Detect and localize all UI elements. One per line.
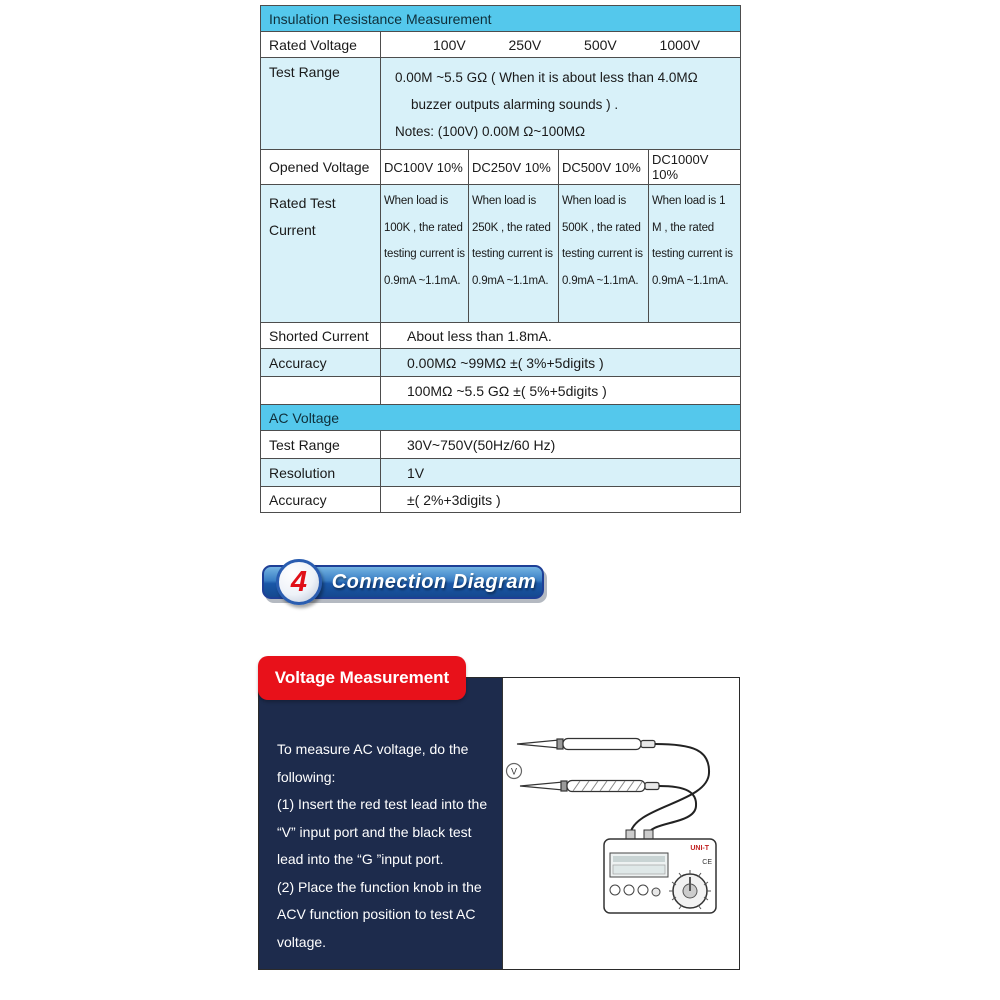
voltage-probe-label — [507, 764, 522, 779]
rated-test-current-cell: When load is 250K , the rated testing current is 0.9mA ~1.1mA. — [469, 185, 559, 323]
rated-test-current-cell: When load is 100K , the rated testing current is 0.9mA ~1.1mA. — [381, 185, 469, 323]
accuracy-label-empty — [261, 377, 381, 405]
shorted-current-row — [261, 323, 741, 349]
shorted-current-label: Shorted Current — [261, 323, 381, 349]
rated-voltage-row — [261, 32, 741, 58]
voltage-measurement-instructions: To measure AC voltage, do the following: (1) Insert the red test lead into the “V” input port and the black test lead into the “G ”input port. (2) Place the function knob in the ACV function position to test AC voltage. — [277, 741, 488, 950]
rated-voltage-label: Rated Voltage — [261, 32, 381, 58]
insulation-tester-device — [604, 839, 716, 913]
opened-voltage-value: DC1000V 10% — [649, 150, 741, 185]
ac-resolution-value: 1V — [381, 459, 741, 487]
opened-voltage-label: Opened Voltage — [261, 150, 381, 185]
device-button — [638, 885, 648, 895]
banner-title: Connection Diagram — [331, 570, 537, 593]
test-range-value: 0.00M ~5.5 GΩ ( When it is about less than 4.0MΩ buzzer outputs alarming sounds ) . Notes: (100V) 0.00M Ω~100MΩ — [381, 58, 741, 150]
device-button — [652, 888, 660, 896]
device-button — [624, 885, 634, 895]
opened-voltage-row — [261, 150, 741, 185]
table-title: Insulation Resistance Measurement — [261, 6, 741, 32]
test-probe-red — [517, 739, 655, 750]
ce-mark: CE — [702, 859, 712, 866]
connection-diagram-illustration — [502, 678, 739, 969]
ribbon-title: Voltage Measurement — [274, 668, 450, 687]
ac-resolution-label: Resolution — [261, 459, 381, 487]
opened-voltage-value: DC100V 10% — [381, 150, 469, 185]
rated-test-current-cell: When load is 1 M , the rated testing current is 0.9mA ~1.1mA. — [649, 185, 741, 323]
section-number: 4 — [290, 565, 308, 598]
rated-test-current-cell: When load is 500K , the rated testing current is 0.9mA ~1.1mA. — [559, 185, 649, 323]
ac-test-range-row — [261, 431, 741, 459]
tester-diagram-svg — [503, 678, 738, 967]
table-title-row — [261, 6, 741, 32]
voltage-measurement-panel — [258, 668, 740, 970]
rated-test-current-row — [261, 185, 741, 323]
rated-test-current-label: Rated Test Current — [261, 185, 381, 323]
rated-voltage-value: 100V — [433, 36, 466, 53]
section-number-badge — [276, 559, 322, 605]
ac-test-range-label: Test Range — [261, 431, 381, 459]
opened-voltage-value: DC500V 10% — [559, 150, 649, 185]
connection-diagram-banner — [260, 561, 548, 605]
svg-text:V: V — [510, 766, 518, 777]
accuracy-value: 0.00MΩ ~99MΩ ±( 3%+5digits ) — [381, 349, 741, 377]
device-button — [610, 885, 620, 895]
accuracy-row-1 — [261, 349, 741, 377]
device-brand-text: UNI-T — [690, 845, 709, 852]
ac-accuracy-label: Accuracy — [261, 487, 381, 513]
ac-resolution-row — [261, 459, 741, 487]
ac-accuracy-row — [261, 487, 741, 513]
rated-voltage-value: 500V — [584, 36, 617, 53]
ac-accuracy-value: ±( 2%+3digits ) — [381, 487, 741, 513]
accuracy-label: Accuracy — [261, 349, 381, 377]
accuracy-row-2 — [261, 377, 741, 405]
ac-voltage-section-title: AC Voltage — [261, 405, 741, 431]
rated-voltage-value: 250V — [508, 36, 542, 53]
test-range-label: Test Range — [261, 58, 381, 150]
test-range-row — [261, 58, 741, 150]
opened-voltage-value: DC250V 10% — [469, 150, 559, 185]
ac-voltage-section-row — [261, 405, 741, 431]
rated-voltage-value: 1000V — [659, 36, 701, 53]
test-probe-black — [520, 781, 659, 792]
voltage-measurement-ribbon — [258, 656, 466, 700]
rated-voltage-values — [381, 32, 741, 58]
insulation-resistance-table — [260, 5, 741, 513]
accuracy-value: 100MΩ ~5.5 GΩ ±( 5%+5digits ) — [381, 377, 741, 405]
shorted-current-value: About less than 1.8mA. — [381, 323, 741, 349]
ac-test-range-value: 30V~750V(50Hz/60 Hz) — [381, 431, 741, 459]
